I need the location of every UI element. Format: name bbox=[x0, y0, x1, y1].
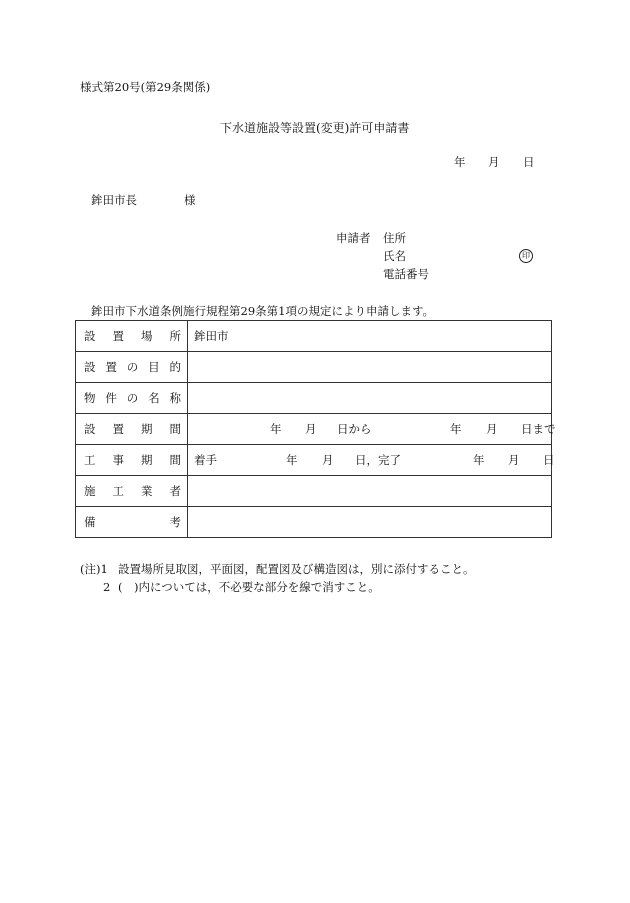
note-prefix: (注)1 bbox=[80, 562, 108, 576]
period-year: 年 bbox=[270, 422, 282, 436]
location-field[interactable]: 鉾田市 bbox=[188, 321, 552, 352]
applicant-name-label: 氏名 bbox=[383, 249, 406, 263]
table-row bbox=[76, 414, 552, 445]
label-work-period: 工 事 期 間 bbox=[76, 445, 188, 476]
table-row bbox=[76, 445, 552, 476]
work-month: 月 bbox=[322, 453, 334, 467]
contractor-field[interactable] bbox=[188, 476, 552, 507]
period-month2: 月 bbox=[486, 422, 498, 436]
period-year2: 年 bbox=[450, 422, 462, 436]
period-month: 月 bbox=[305, 422, 317, 436]
object-name-field[interactable] bbox=[188, 383, 552, 414]
date-year: 年 bbox=[454, 155, 466, 169]
remarks-field[interactable] bbox=[188, 507, 552, 538]
applicant-label: 申請者 bbox=[336, 231, 371, 245]
table-row bbox=[76, 383, 552, 414]
table-row bbox=[76, 352, 552, 383]
note-1: 設置場所見取図，平面図，配置図及び構造図は，別に添付すること。 bbox=[118, 562, 475, 576]
work-month2: 月 bbox=[508, 453, 520, 467]
work-year: 年 bbox=[286, 453, 298, 467]
purpose-field[interactable] bbox=[188, 352, 552, 383]
table-row bbox=[76, 321, 552, 352]
period-from: 日から bbox=[337, 422, 372, 436]
form-number: 様式第20号(第29条関係) bbox=[80, 80, 211, 94]
work-day2: 日 bbox=[543, 453, 555, 467]
applicant-phone-label: 電話番号 bbox=[383, 267, 429, 281]
label-remarks: 備 考 bbox=[76, 507, 188, 538]
addressee-name: 鉾田市長 bbox=[91, 193, 137, 207]
work-year2: 年 bbox=[473, 453, 485, 467]
addressee-honorific: 様 bbox=[184, 193, 196, 207]
date-day: 日 bbox=[523, 155, 535, 169]
label-purpose: 設 置 の 目 的 bbox=[76, 352, 188, 383]
intro-text: 鉾田市下水道条例施行規程第29条第1項の規定により申請します。 bbox=[91, 304, 435, 318]
note-2-number: 2 bbox=[103, 580, 111, 594]
period-until: 日まで bbox=[521, 422, 556, 436]
work-period-field[interactable] bbox=[188, 445, 555, 476]
work-start: 着手 bbox=[194, 453, 217, 467]
label-contractor: 施 工 業 者 bbox=[76, 476, 188, 507]
table-row bbox=[76, 476, 552, 507]
installation-period-field[interactable] bbox=[188, 414, 556, 445]
work-complete: 日，完了 bbox=[355, 453, 401, 467]
document-title: 下水道施設等設置(変更)許可申請書 bbox=[220, 121, 410, 135]
label-location: 設 置 場 所 bbox=[76, 321, 188, 352]
date-month: 月 bbox=[488, 155, 500, 169]
applicant-address-label: 住所 bbox=[383, 231, 406, 245]
label-object-name: 物 件 の 名 称 bbox=[76, 383, 188, 414]
note-2: ( )内については，不必要な部分を線で消すこと。 bbox=[118, 580, 380, 594]
application-table bbox=[75, 320, 556, 538]
label-installation-period: 設 置 期 間 bbox=[76, 414, 188, 445]
table-row bbox=[76, 507, 552, 538]
seal-icon: 印 bbox=[519, 249, 533, 263]
